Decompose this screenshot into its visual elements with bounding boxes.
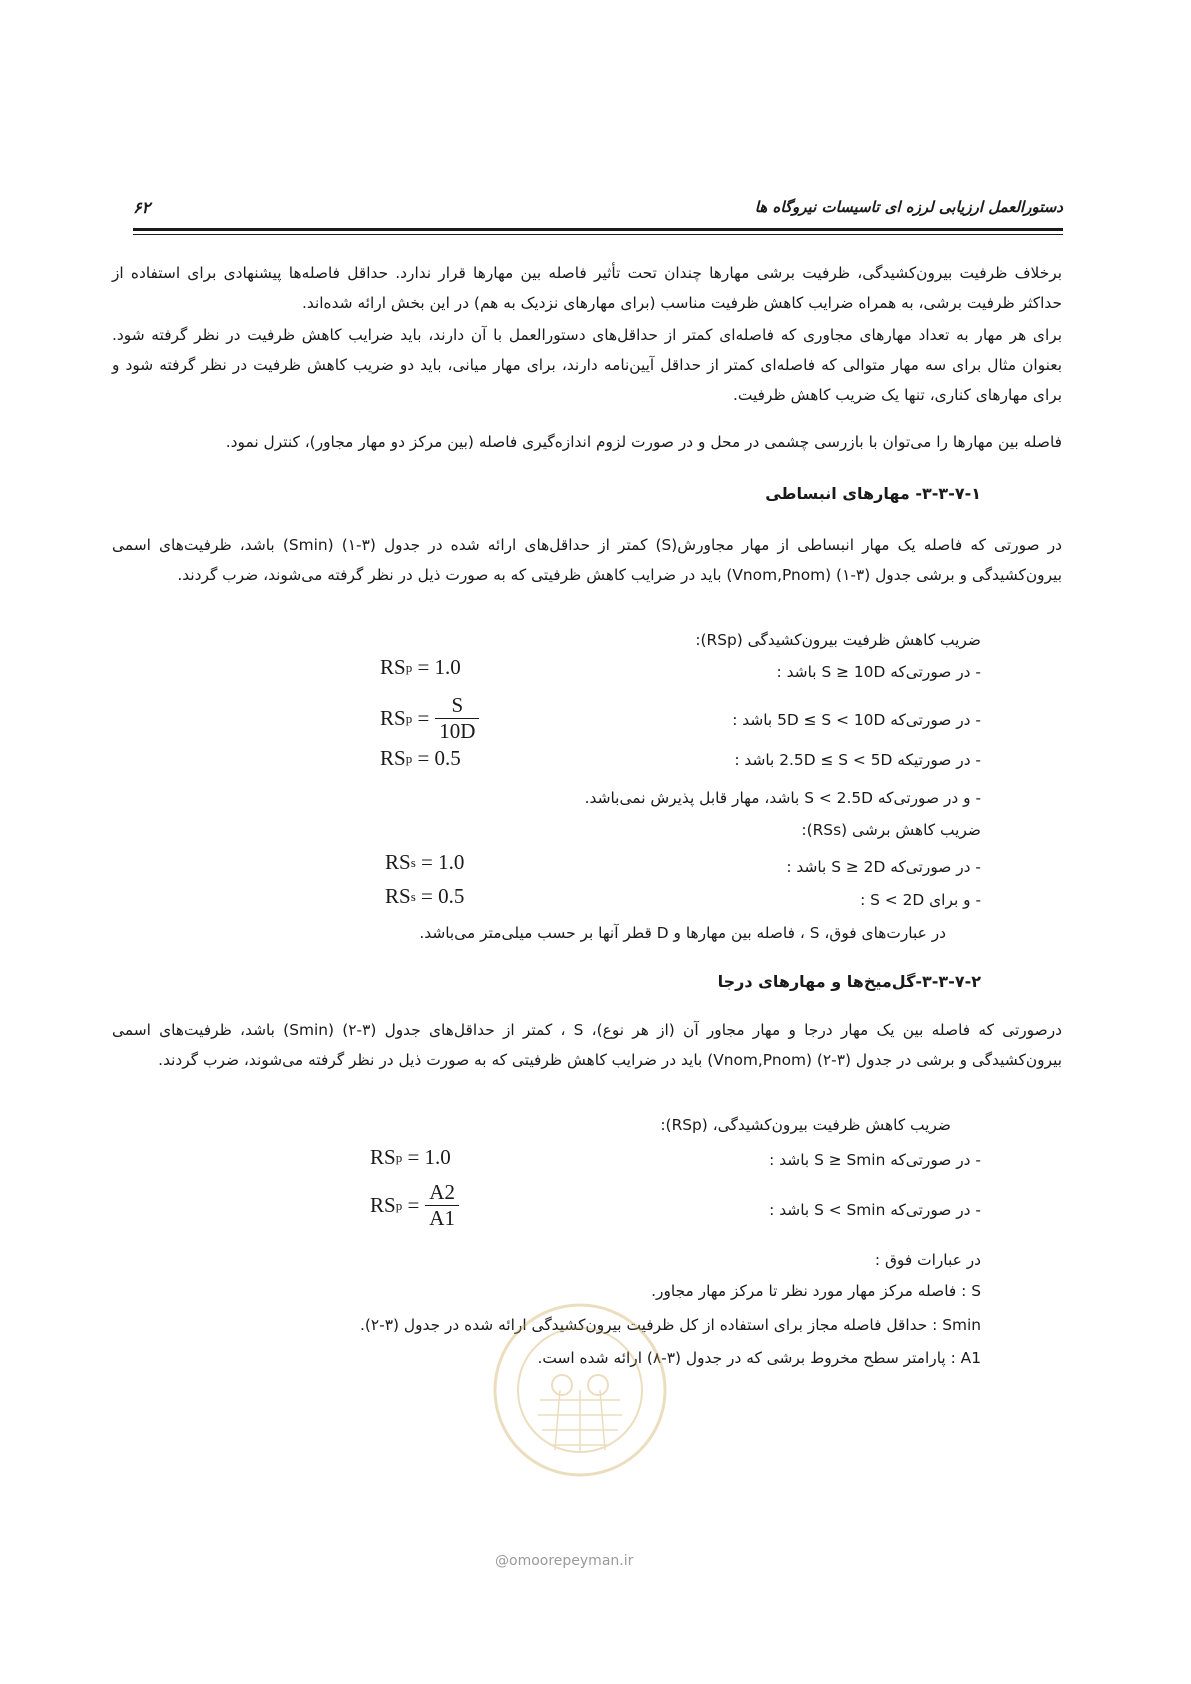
formula-subscript: p (405, 750, 413, 766)
formula-symbol: RS (385, 850, 411, 874)
section2-paragraph: درصورتی که فاصله بین یک مهار درجا و مهار مجاور آن (از هر نوع)، S ، کمتر از حداقل‌های جدول (۳-۲) (Smin) باشد، ظرفیت‌های اسمی بیرون‌کشیدگی و برشی در جدول (۳-۲) (Vnom,Pnom) باید در ضرایب کاهش ظرفیتی که به صورت ذیل در نظر گرفته می‌شوند، ضرب گردند. (112, 1021, 1062, 1069)
formula-symbol: RS (370, 1193, 396, 1217)
formula-value: = 0.5 (417, 746, 461, 770)
formula-symbol: RS (380, 746, 406, 770)
formula-value: = 1.0 (417, 655, 461, 679)
formula-subscript: s (410, 854, 416, 870)
fraction (425, 1180, 459, 1231)
intro-paragraph-3: فاصله بین مهارها را می‌توان با بازرسی چشمی در محل و در صورت لزوم اندازه‌گیری فاصله (بین مرکز دو مهار مجاور)، کنترل نمود. (225, 433, 1062, 451)
formula-symbol: RS (370, 1145, 396, 1169)
condition-1: - در صورتی‌که S ≥ 10D باشد : (776, 663, 981, 681)
definition-a1: A1 : پارامتر سطح مخروط برشی که در جدول (۳-۸) ارائه شده است. (537, 1349, 981, 1367)
formula-subscript: p (395, 1149, 403, 1165)
section2-condition-1: - در صورتی‌که S ≥ Smin باشد : (769, 1151, 981, 1169)
condition-6: - و برای S < 2D : (860, 891, 981, 909)
section2-condition-2: - در صورتی‌که S < Smin باشد : (769, 1201, 981, 1219)
fraction (435, 693, 479, 744)
formula-value: = 1.0 (407, 1145, 451, 1169)
fraction-denominator: A1 (425, 1205, 459, 1231)
formula-rss-1 (385, 850, 464, 875)
header-rule-thin (133, 234, 1063, 235)
section1-note: در عبارت‌های فوق، S ، فاصله بین مهارها و D قطر آنها بر حسب میلی‌متر می‌باشد. (419, 924, 946, 942)
watermark-site-text: @omoorepeyman.ir (495, 1553, 634, 1569)
formula-subscript: p (395, 1197, 403, 1213)
condition-4: - و در صورتی‌که S < 2.5D باشد، مهار قابل پذیرش نمی‌باشد. (584, 789, 981, 807)
formula-rsp-2: RS p = $\frac{S}{10D}$ (380, 693, 479, 744)
condition-2: - در صورتی‌که 5D ≤ S < 10D باشد : (732, 711, 981, 729)
formula-rss-2 (385, 884, 464, 909)
formula-subscript: p (405, 710, 413, 726)
fraction-denominator: 10D (435, 718, 479, 744)
formula-symbol: RS (380, 655, 406, 679)
section1-paragraph: در صورتی که فاصله یک مهار انبساطی از مهار مجاورش(S) کمتر از حداقل‌های ارائه شده در جدول (۳-۱) (Smin) باشد، ظرفیت‌های اسمی بیرون‌کشیدگی و برشی جدول (۳-۱) (Vnom,Pnom) باید در ضرایب کاهش ظرفیتی که به صورت ذیل در نظر گرفته می‌شوند، ضرب گردند. (112, 536, 1062, 584)
formula-value: = 0.5 (421, 884, 465, 908)
formula-symbol: RS (380, 706, 406, 730)
header-rule (133, 228, 1063, 231)
section-heading-cast-in-anchors: ۳-۳-۷-۲-گل‌میخ‌ها و مهارهای درجا (717, 972, 981, 991)
formula-symbol: RS (385, 884, 411, 908)
formula-subscript: s (410, 888, 416, 904)
page-number: ۶۲ (133, 198, 151, 217)
section-heading-expansion-anchors: ۳-۳-۷-۱- مهارهای انبساطی (765, 484, 981, 503)
definition-s: S : فاصله مرکز مهار مورد نظر تا مرکز مهار مجاور. (651, 1282, 981, 1300)
where-label: در عبارات فوق : (874, 1251, 981, 1269)
formula-s2-rsp-1 (370, 1145, 451, 1170)
fraction-numerator: S (451, 693, 464, 717)
condition-5: - در صورتی‌که S ≥ 2D باشد : (786, 858, 981, 876)
page-header (133, 198, 1063, 222)
rss-title: ضریب کاهش برشی (RSs): (801, 821, 981, 839)
definition-smin: Smin : حداقل فاصله مجاز برای استفاده از کل ظرفیت بیرون‌کشیدگی ارائه شده در جدول (۳-۲). (359, 1316, 981, 1334)
section2-rsp-title: ضریب کاهش ظرفیت بیرون‌کشیدگی، (RSp): (660, 1116, 951, 1134)
formula-rsp-3 (380, 746, 461, 771)
intro-paragraph-1: برخلاف ظرفیت بیرون‌کشیدگی، ظرفیت برشی مهارها چندان تحت تأثیر فاصله بین مهارها قرار ندارد. حداقل فاصله‌ها پیشنهادی برای استفاده از حداکثر ظرفیت برشی، به همراه ضرایب کاهش ظرفیت مناسب (برای مهارهای نزدیک به هم) در این بخش ارائه شده‌اند. (112, 264, 1062, 312)
header-title: دستورالعمل ارزیابی لرزه ای تاسیسات نیروگاه ها (754, 198, 1063, 216)
condition-3: - در صورتیکه 2.5D ≤ S < 5D باشد : (734, 751, 981, 769)
watermark-seal-icon (490, 1300, 670, 1480)
fraction-numerator: A2 (429, 1180, 455, 1204)
formula-value: = 1.0 (421, 850, 465, 874)
formula-s2-rsp-2: RS p = $\frac{A2}{A1}$ (370, 1180, 459, 1231)
formula-rsp-1 (380, 655, 461, 680)
intro-paragraph-2: برای هر مهار به تعداد مهارهای مجاوری که فاصله‌ای کمتر از حداقل‌های دستورالعمل با آن دارند، باید ضرایب کاهش ظرفیت در نظر گرفته شود. بعنوان مثال برای سه مهار متوالی که فاصله‌ای کمتر از حداقل آیین‌نامه دارند، برای مهار میانی، باید دو ضریب کاهش ظرفیت در نظر گرفته شود و برای مهارهای کناری، تنها یک ضریب کاهش ظرفیت. (112, 326, 1062, 404)
rsp-title: ضریب کاهش ظرفیت بیرون‌کشیدگی (RSp): (695, 631, 981, 649)
formula-subscript: p (405, 659, 413, 675)
